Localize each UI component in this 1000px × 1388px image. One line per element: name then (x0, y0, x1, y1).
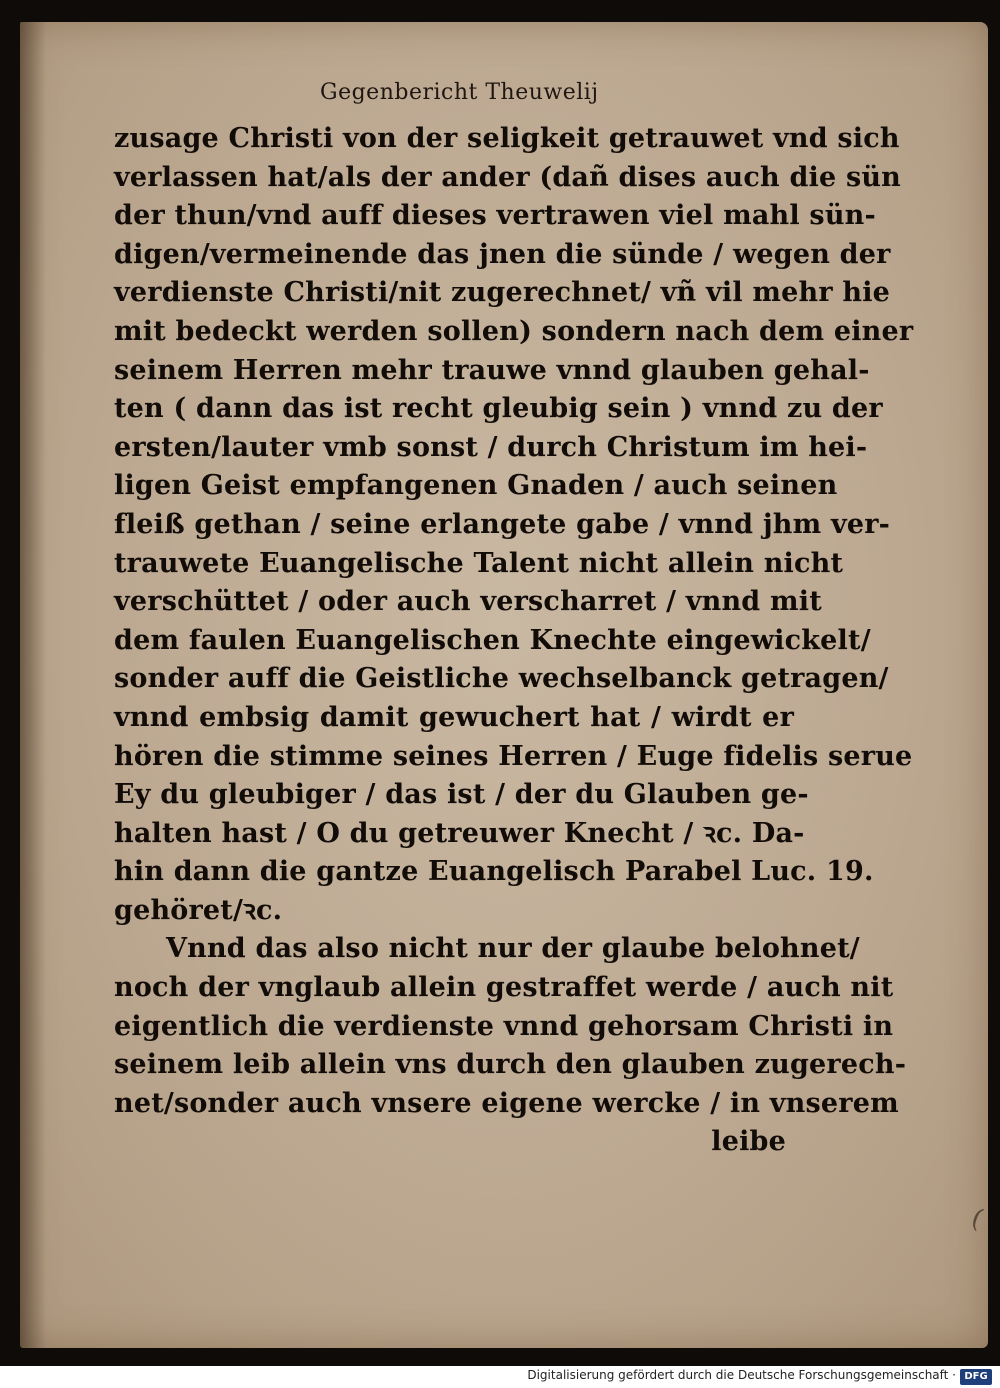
text-line: verlassen hat/als der ander (dañ dises auch die sün (114, 161, 902, 193)
text-line: ligen Geist empfangenen Gnaden / auch seinen (114, 470, 838, 502)
text-line: vnnd embsig damit gewuchert hat / wirdt er (114, 701, 794, 733)
text-line: sonder auff die Geistliche wechselbanck getragen/ (114, 663, 889, 695)
book-page (20, 22, 988, 1348)
text-line: ersten/lauter vmb sonst / durch Christum im hei- (114, 431, 868, 463)
text-line: der thun/vnd auff dieses vertrawen viel mahl sün- (114, 200, 876, 232)
paragraph-start-line: Vnnd das also nicht nur der glaube belohnet/ (166, 933, 860, 965)
footer-bar (0, 1366, 1000, 1388)
margin-mark: ( (967, 1203, 987, 1235)
funding-credit: Digitalisierung gefördert durch die Deutsche Forschungsgemeinschaft · (527, 1368, 956, 1382)
text-line: ten ( dann das ist recht gleubig sein ) vnnd zu der (114, 393, 883, 425)
text-line: dem faulen Euangelischen Knechte eingewickelt/ (114, 624, 871, 656)
text-line: hören die stimme seines Herren / Euge fidelis serue (114, 740, 913, 772)
text-line: seinem Herren mehr trauwe vnnd glauben gehal- (114, 354, 870, 386)
dfg-logo-icon: DFG (960, 1369, 992, 1385)
text-line: trauwete Euangelische Talent nicht allein nicht (114, 547, 844, 579)
text-line: noch der vnglaub allein gestraffet werde / auch nit (114, 972, 894, 1004)
running-head: Gegenbericht Theuwelij (320, 80, 599, 105)
text-line: hin dann die gantze Euangelisch Parabel Luc. 19. (114, 856, 874, 888)
text-line: seinem leib allein vns durch den glauben zugerech- (114, 1049, 907, 1081)
text-line: eigentlich die verdienste vnnd gehorsam Christi in (114, 1010, 894, 1042)
text-line: verdienste Christi/nit zugerechnet/ vñ vil mehr hie (114, 277, 891, 309)
body-text (114, 120, 914, 1162)
text-line: net/sonder auch vnsere eigene wercke / in vnserem (114, 1087, 899, 1119)
text-line: fleiß gethan / seine erlangete gabe / vnnd jhm ver- (114, 508, 891, 540)
text-line: verschüttet / oder auch verscharret / vnnd mit (114, 586, 822, 618)
text-line: halten hast / O du getreuwer Knecht / ꝛc. Da- (114, 817, 805, 849)
catchword: leibe (711, 1126, 786, 1158)
text-line: digen/vermeinende das jnen die sünde / wegen der (114, 238, 891, 270)
paragraph-end-line: gehöret/ꝛc. (114, 894, 283, 926)
text-line: zusage Christi von der seligkeit getrauwet vnd sich (114, 123, 900, 154)
text-line: mit bedeckt werden sollen) sondern nach dem einer (114, 315, 914, 347)
text-line: Ey du gleubiger / das ist / der du Glauben ge- (114, 779, 809, 811)
